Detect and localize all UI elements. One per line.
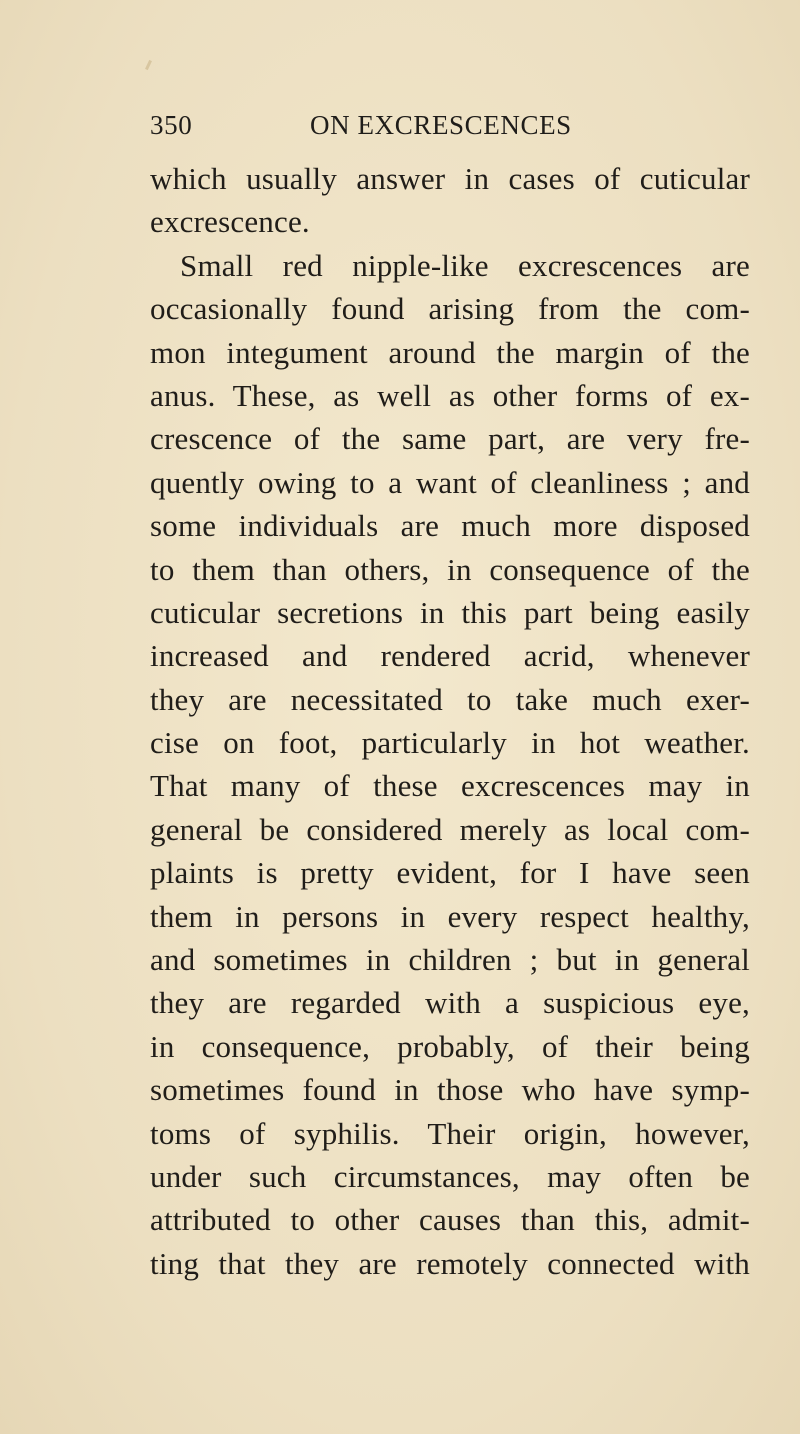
text-line: to them than others, in consequence of the [150, 551, 750, 587]
text-line: occasionally found arising from the com- [150, 291, 750, 327]
page-number: 350 [150, 110, 193, 140]
text-line: quently owing to a want of cleanliness ; and [150, 464, 750, 500]
text-line: cise on foot, particularly in hot weather. [150, 725, 750, 761]
text-line: That many of these excrescences may in [150, 768, 750, 804]
body-text [150, 157, 750, 1285]
text-line: they are regarded with a suspicious eye, [150, 985, 750, 1021]
page-header [150, 110, 740, 150]
text-line: cuticular secretions in this part being easily [150, 594, 750, 630]
text-line: sometimes found in those who have symp- [150, 1072, 750, 1108]
paper-mark [145, 60, 152, 70]
text-line: mon integument around the margin of the [150, 334, 750, 370]
running-head: ON EXCRESCENCES [310, 110, 572, 140]
text-line: anus. These, as well as other forms of ex- [150, 377, 750, 413]
text-line: some individuals are much more disposed [150, 508, 750, 544]
text-line: attributed to other causes than this, admit- [150, 1202, 750, 1238]
text-line: toms of syphilis. Their origin, however, [150, 1115, 750, 1151]
text-line: increased and rendered acrid, whenever [150, 638, 750, 674]
text-line: crescence of the same part, are very fre- [150, 421, 750, 457]
text-line: general be considered merely as local com- [150, 811, 750, 847]
text-line: excrescence. [150, 204, 310, 240]
text-line: and sometimes in children ; but in general [150, 942, 750, 978]
text-line: ting that they are remotely connected with [150, 1245, 750, 1281]
text-line: them in persons in every respect healthy, [150, 898, 750, 934]
text-line: in consequence, probably, of their being [150, 1028, 750, 1064]
text-line: which usually answer in cases of cuticular [150, 161, 750, 196]
text-line: plaints is pretty evident, for I have seen [150, 855, 750, 891]
text-line: they are necessitated to take much exer- [150, 681, 750, 717]
text-line: under such circumstances, may often be [150, 1158, 750, 1194]
text-line: Small red nipple-like excrescences are [180, 247, 750, 283]
